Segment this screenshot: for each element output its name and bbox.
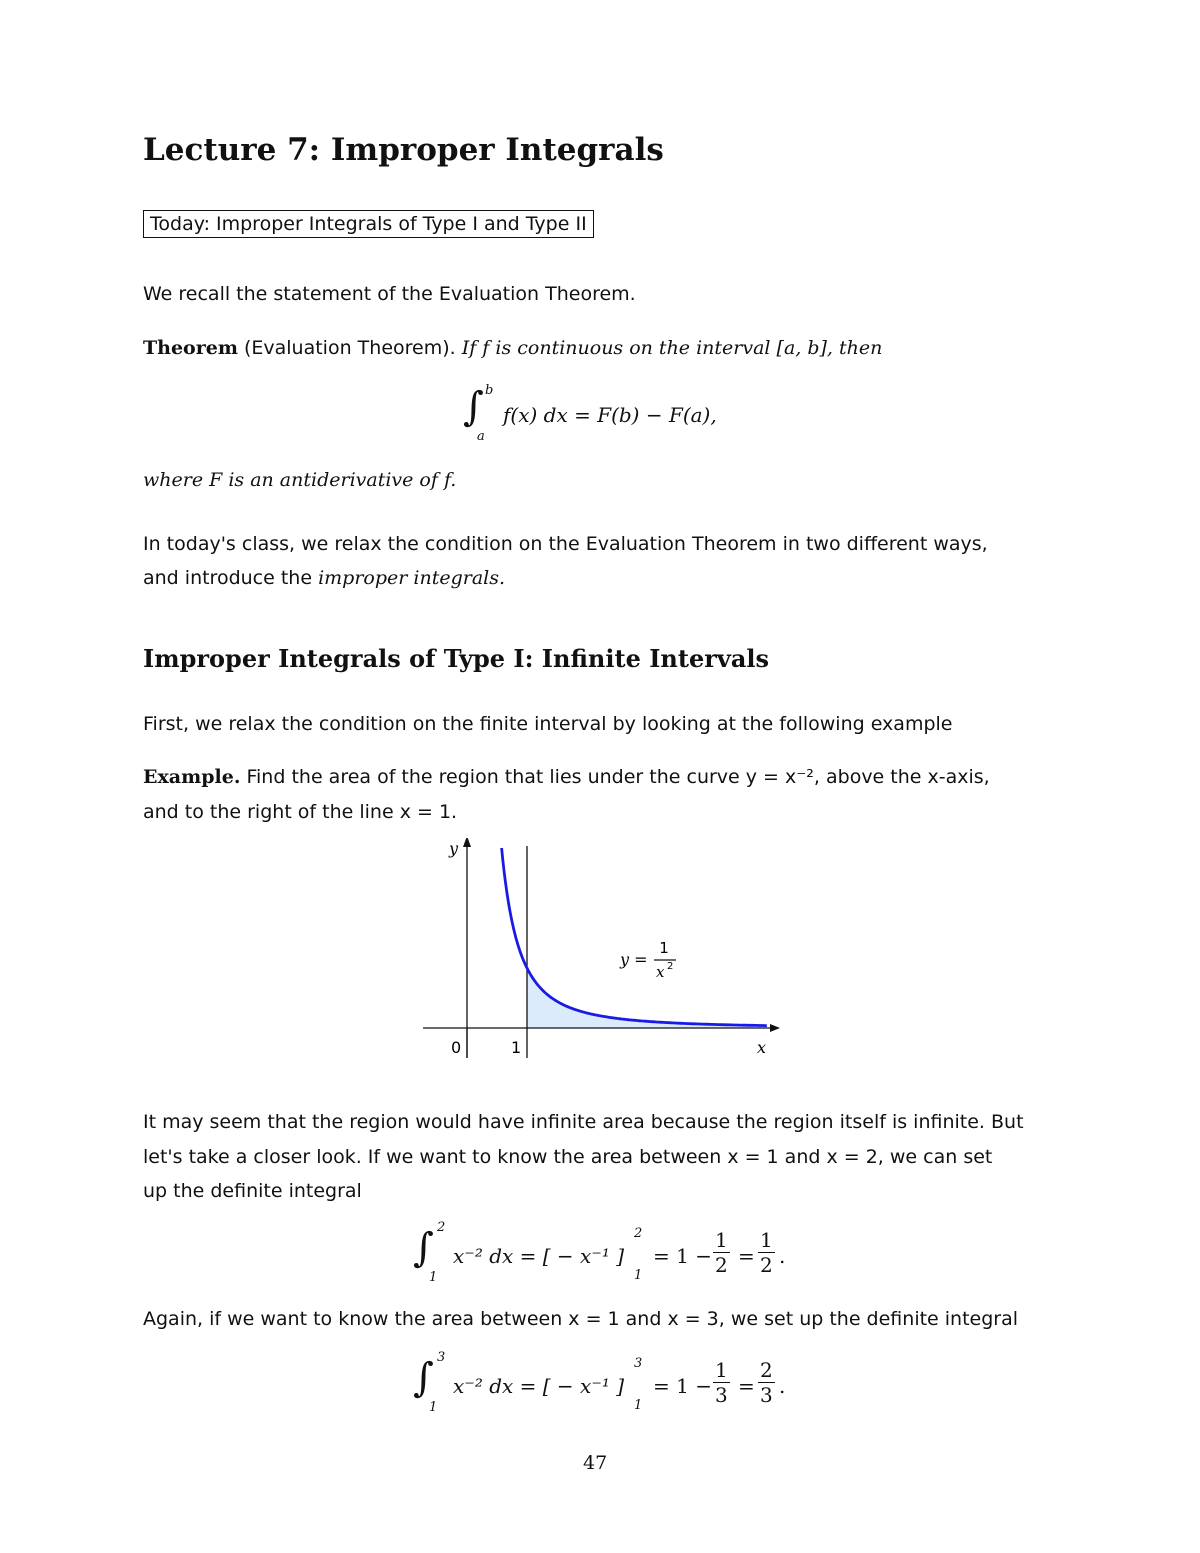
theorem-label: Theorem (143, 337, 238, 359)
fraction-denominator: 2 (715, 1253, 728, 1277)
integral-upper: b (485, 383, 494, 398)
fraction-2 (758, 1228, 775, 1277)
fraction-denominator: 3 (715, 1383, 728, 1407)
curve-label-numerator: 1 (659, 939, 669, 957)
first-text: First, we relax the condition on the finite interval by looking at the following example (143, 713, 953, 735)
equals-one-minus: = 1 − (653, 1244, 712, 1268)
relax-line-2 (143, 561, 505, 595)
integral-sign: ∫ (413, 1225, 434, 1271)
bracket-lower: 1 (634, 1398, 643, 1413)
curve-label-exponent: 2 (667, 961, 674, 972)
origin-label: 0 (451, 1038, 462, 1057)
integral-lower: 1 (429, 1270, 438, 1285)
fraction-2 (758, 1358, 775, 1407)
relax-emphasis: improper integrals. (318, 567, 506, 589)
bracket-upper: 3 (634, 1356, 643, 1371)
fraction-1 (713, 1358, 730, 1407)
theorem-statement: If f is continuous on the interval [a, b], then (461, 337, 883, 359)
x-tick-label: 1 (511, 1038, 522, 1057)
section-heading: Improper Integrals of Type I: Infinite Intervals (143, 644, 770, 673)
y-axis-label: y (449, 839, 459, 858)
integral-upper: 3 (437, 1350, 446, 1365)
shaded-area (527, 968, 767, 1028)
para2-line-3: up the definite integral (143, 1180, 362, 1202)
para2-line-2: let's take a closer look. If we want to know the area between x = 1 and x = 2, we can set (143, 1146, 993, 1168)
page-title: Lecture 7: Improper Integrals (143, 132, 664, 168)
integral-sign: ∫ (413, 1355, 434, 1401)
period: . (779, 1374, 786, 1398)
example-line-1 (143, 760, 990, 794)
curve-label-denominator: x (656, 963, 665, 981)
fraction-numerator: 2 (760, 1358, 773, 1382)
integral-body: f(x) dx = F(b) − F(a), (503, 403, 717, 427)
equals: = (738, 1374, 755, 1398)
theorem-name: (Evaluation Theorem). (243, 337, 456, 359)
integral-body: x⁻² dx = [ − x⁻¹ ] (453, 1244, 625, 1268)
para2-line-1: It may seem that the region would have infinite area because the region itself is infinite. But (143, 1111, 1024, 1133)
integral-upper: 2 (437, 1220, 446, 1235)
integral-1-to-2 (413, 1220, 833, 1290)
period: . (779, 1244, 786, 1268)
example-text-1: Find the area of the region that lies under the curve y = x⁻², above the x-axis, (246, 766, 990, 788)
area-chart (423, 838, 783, 1070)
relax-line-1: In today's class, we relax the condition on the Evaluation Theorem in two different ways, (143, 533, 988, 555)
fraction-numerator: 1 (760, 1228, 773, 1252)
y-axis-arrow (463, 838, 471, 847)
relax-prefix: and introduce the (143, 567, 313, 589)
fraction-denominator: 3 (760, 1383, 773, 1407)
page (143, 0, 1063, 1553)
curve-label-lhs: y = (620, 950, 648, 969)
bracket-upper: 2 (634, 1226, 643, 1241)
example-label: Example. (143, 766, 241, 788)
fraction-denominator: 2 (760, 1253, 773, 1277)
integral-lower: a (477, 429, 485, 444)
integral-body: x⁻² dx = [ − x⁻¹ ] (453, 1374, 625, 1398)
integral-sign: ∫ (463, 384, 484, 430)
page-number: 47 (583, 1452, 608, 1474)
recall-text: We recall the statement of the Evaluation Theorem. (143, 283, 636, 305)
x-axis-arrow (770, 1024, 780, 1032)
fraction-numerator: 1 (715, 1358, 728, 1382)
again-text: Again, if we want to know the area between x = 1 and x = 3, we set up the definite integral (143, 1308, 1019, 1330)
integral-1-to-3 (413, 1350, 833, 1420)
theorem-line (143, 331, 882, 365)
x-axis-label: x (757, 1038, 767, 1057)
theorem-where: where F is an antiderivative of f. (143, 469, 457, 491)
integral-lower: 1 (429, 1400, 438, 1415)
example-line-2: and to the right of the line x = 1. (143, 801, 458, 823)
equals-one-minus: = 1 − (653, 1374, 712, 1398)
today-box: Today: Improper Integrals of Type I and Type II (143, 210, 594, 238)
bracket-lower: 1 (634, 1268, 643, 1283)
equals: = (738, 1244, 755, 1268)
fraction-1 (713, 1228, 730, 1277)
fraction-numerator: 1 (715, 1228, 728, 1252)
